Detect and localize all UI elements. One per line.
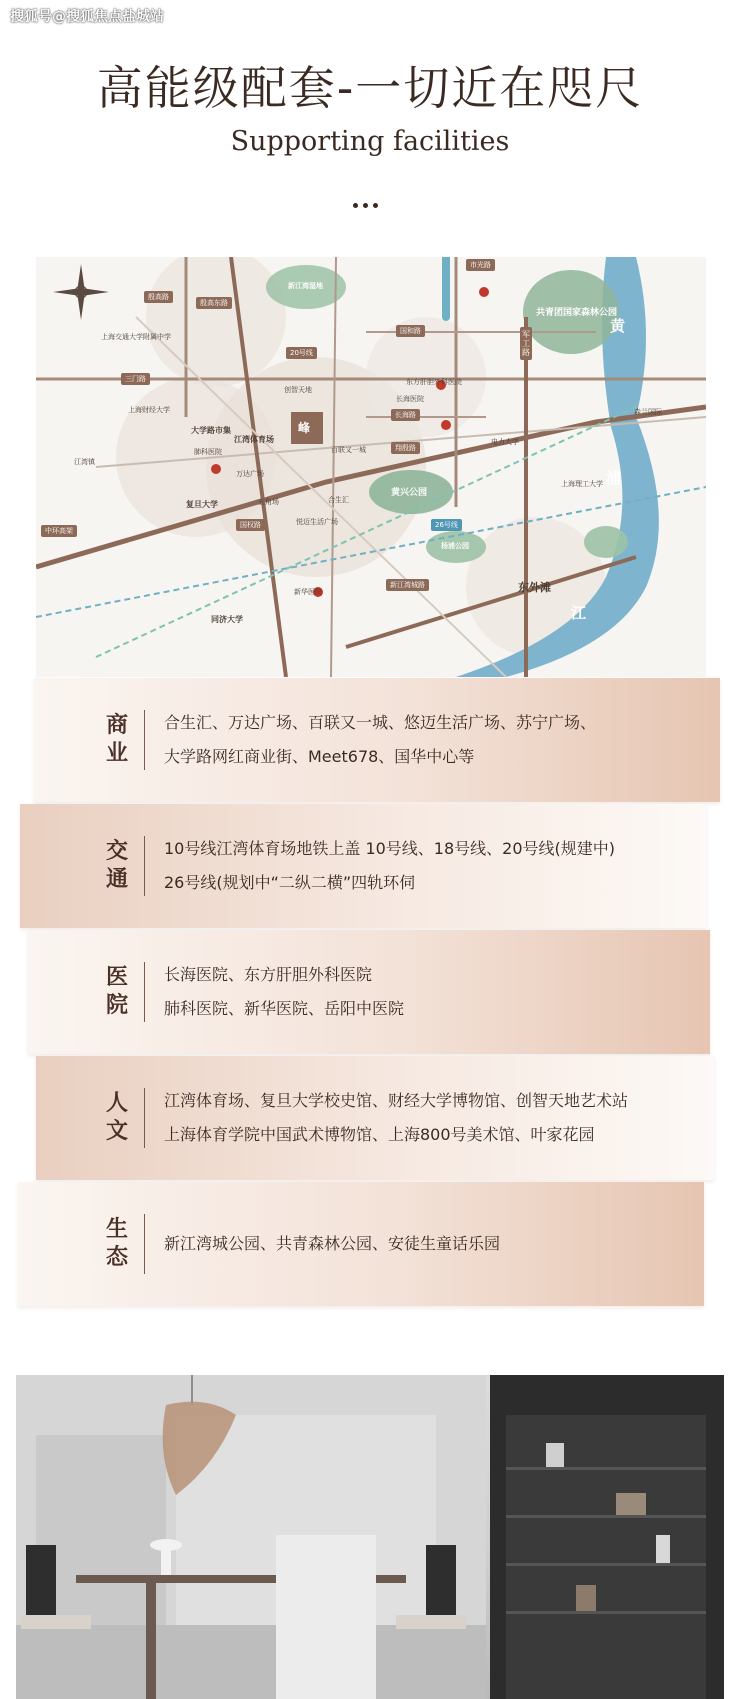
place-label: 五角场 xyxy=(258,498,279,506)
road-label: 市光路 xyxy=(466,259,495,271)
divider xyxy=(144,1214,145,1274)
road-label: 殷高路 xyxy=(144,291,173,303)
place-label: 大学路市集 xyxy=(191,426,231,435)
place-label: 创智天地 xyxy=(284,386,312,394)
river-label: 黄 xyxy=(610,317,626,335)
place-label: 百联又一城 xyxy=(331,446,366,454)
place-label: 江湾镇 xyxy=(74,458,95,466)
interior-illustration xyxy=(16,1375,724,1699)
facility-line: 肺科医院、新华医院、岳阳中医院 xyxy=(164,999,405,1018)
facility-lines xyxy=(164,706,596,774)
facility-line: 26号线(规划中“二纵二横”四轨环伺 xyxy=(164,873,416,892)
interior-photo xyxy=(16,1375,724,1699)
divider xyxy=(144,710,145,770)
place-label: 江湾体育场 xyxy=(234,435,274,444)
place-label: 电力大学 xyxy=(491,438,519,446)
facility-lines xyxy=(164,1227,500,1261)
road-label: 三门路 xyxy=(121,373,150,385)
divider-dots xyxy=(353,203,378,208)
page-subtitle: Supporting facilities xyxy=(230,126,510,157)
page-title: 高能级配套-一切近在咫尺 xyxy=(96,61,644,115)
metro-label: 20号线 xyxy=(286,347,317,359)
place-label: 复旦大学 xyxy=(186,500,218,509)
road-label: 翔殷路 xyxy=(391,442,420,454)
facility-line: 大学路网红商业街、Meet678、国华中心等 xyxy=(164,747,475,766)
facility-band-ecology xyxy=(18,1182,704,1306)
road-label: 中环高架 xyxy=(41,525,77,537)
facility-line: 江湾体育场、复旦大学校史馆、财经大学博物馆、创智天地艺术站 xyxy=(164,1091,629,1110)
place-label: 森兰国际 xyxy=(634,408,662,416)
place-label: 悦迈生活广场 xyxy=(296,518,338,526)
facility-line: 新江湾城公园、共青森林公园、安徒生童话乐园 xyxy=(164,1234,501,1253)
facility-line: 合生汇、万达广场、百联又一城、悠迈生活广场、苏宁广场、 xyxy=(164,713,597,732)
place-label: 肺科医院 xyxy=(194,448,222,456)
facility-lines xyxy=(164,1084,628,1152)
facility-line: 长海医院、东方肝胆外科医院 xyxy=(164,965,373,984)
facility-category: 交通 xyxy=(105,839,128,892)
road-label: 新江湾城路 xyxy=(386,579,429,591)
place-label: 东方肝胆外科医院 xyxy=(406,378,462,386)
project-logo: 峰 xyxy=(298,421,311,435)
road-label: 长海路 xyxy=(391,409,420,421)
divider xyxy=(144,962,145,1022)
watermark: 搜狐号@搜狐焦点盐城站 xyxy=(10,9,164,25)
place-label: 合生汇 xyxy=(328,496,349,504)
facility-line: 上海体育学院中国武术博物馆、上海800号美术馆、叶家花园 xyxy=(164,1125,595,1144)
place-label: 上海理工大学 xyxy=(561,480,603,488)
road-label: 国权路 xyxy=(236,519,265,531)
facility-category: 商业 xyxy=(105,713,128,766)
metro-label: 26号线 xyxy=(431,519,462,531)
place-label: 东外滩 xyxy=(518,581,551,594)
river-label: 江 xyxy=(571,604,587,622)
facility-line: 10号线江湾体育场地铁上盖 10号线、18号线、20号线(规建中) xyxy=(164,839,616,858)
facility-band-commerce xyxy=(34,678,720,802)
park-label: 杨浦公园 xyxy=(441,542,469,550)
facility-category: 生态 xyxy=(105,1217,128,1270)
facility-lines xyxy=(164,832,615,900)
facility-category: 医院 xyxy=(105,965,128,1018)
divider xyxy=(144,1088,145,1148)
place-label: 万达广场 xyxy=(236,470,264,478)
place-label: 上海财经大学 xyxy=(128,406,170,414)
place-label: 长海医院 xyxy=(396,395,424,403)
river-label: 浦 xyxy=(606,469,622,487)
park-label: 共青团国家森林公园 xyxy=(536,308,618,318)
divider xyxy=(144,836,145,896)
facility-lines xyxy=(164,958,404,1026)
road-label: 国和路 xyxy=(396,325,425,337)
road-label: 殷高东路 xyxy=(196,297,232,309)
facility-band-hospital xyxy=(28,930,710,1054)
facility-category: 人文 xyxy=(105,1091,128,1144)
place-label: 同济大学 xyxy=(211,615,243,624)
place-label: 上海交通大学附属中学 xyxy=(101,333,171,341)
park-label: 黄兴公园 xyxy=(391,488,428,498)
facility-band-transport xyxy=(20,804,706,928)
location-map xyxy=(36,257,706,677)
road-label: 军工路 xyxy=(520,327,532,360)
place-label: 新华医院 xyxy=(294,588,322,596)
park-label: 新江湾湿地 xyxy=(288,282,323,290)
facility-band-culture xyxy=(36,1056,714,1180)
